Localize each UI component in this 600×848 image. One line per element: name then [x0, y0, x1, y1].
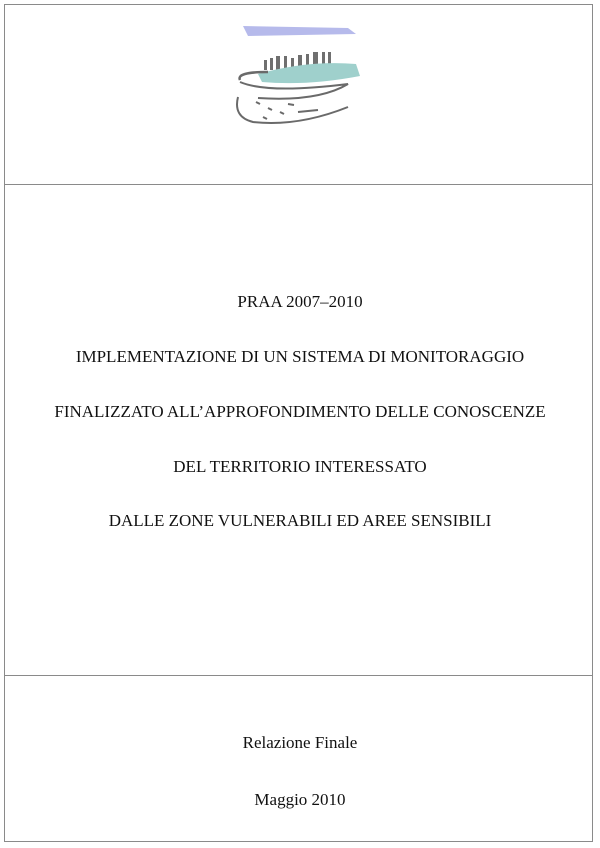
divider-top — [4, 184, 593, 185]
report-type: Relazione Finale — [242, 733, 358, 752]
title-line-1: IMPLEMENTAZIONE DI UN SISTEMA DI MONITORAGGIO — [75, 347, 525, 366]
landscape-logo-icon — [228, 22, 368, 132]
title-line-3: DEL TERRITORIO INTERESSATO — [173, 457, 427, 476]
divider-bottom — [4, 675, 593, 676]
title-line-2: FINALIZZATO ALL’APPROFONDIMENTO DELLE CONOSCENZE — [54, 402, 546, 421]
program-title: PRAA 2007–2010 — [237, 292, 363, 311]
report-date: Maggio 2010 — [254, 790, 346, 809]
title-line-4: DALLE ZONE VULNERABILI ED AREE SENSIBILI — [108, 511, 492, 530]
